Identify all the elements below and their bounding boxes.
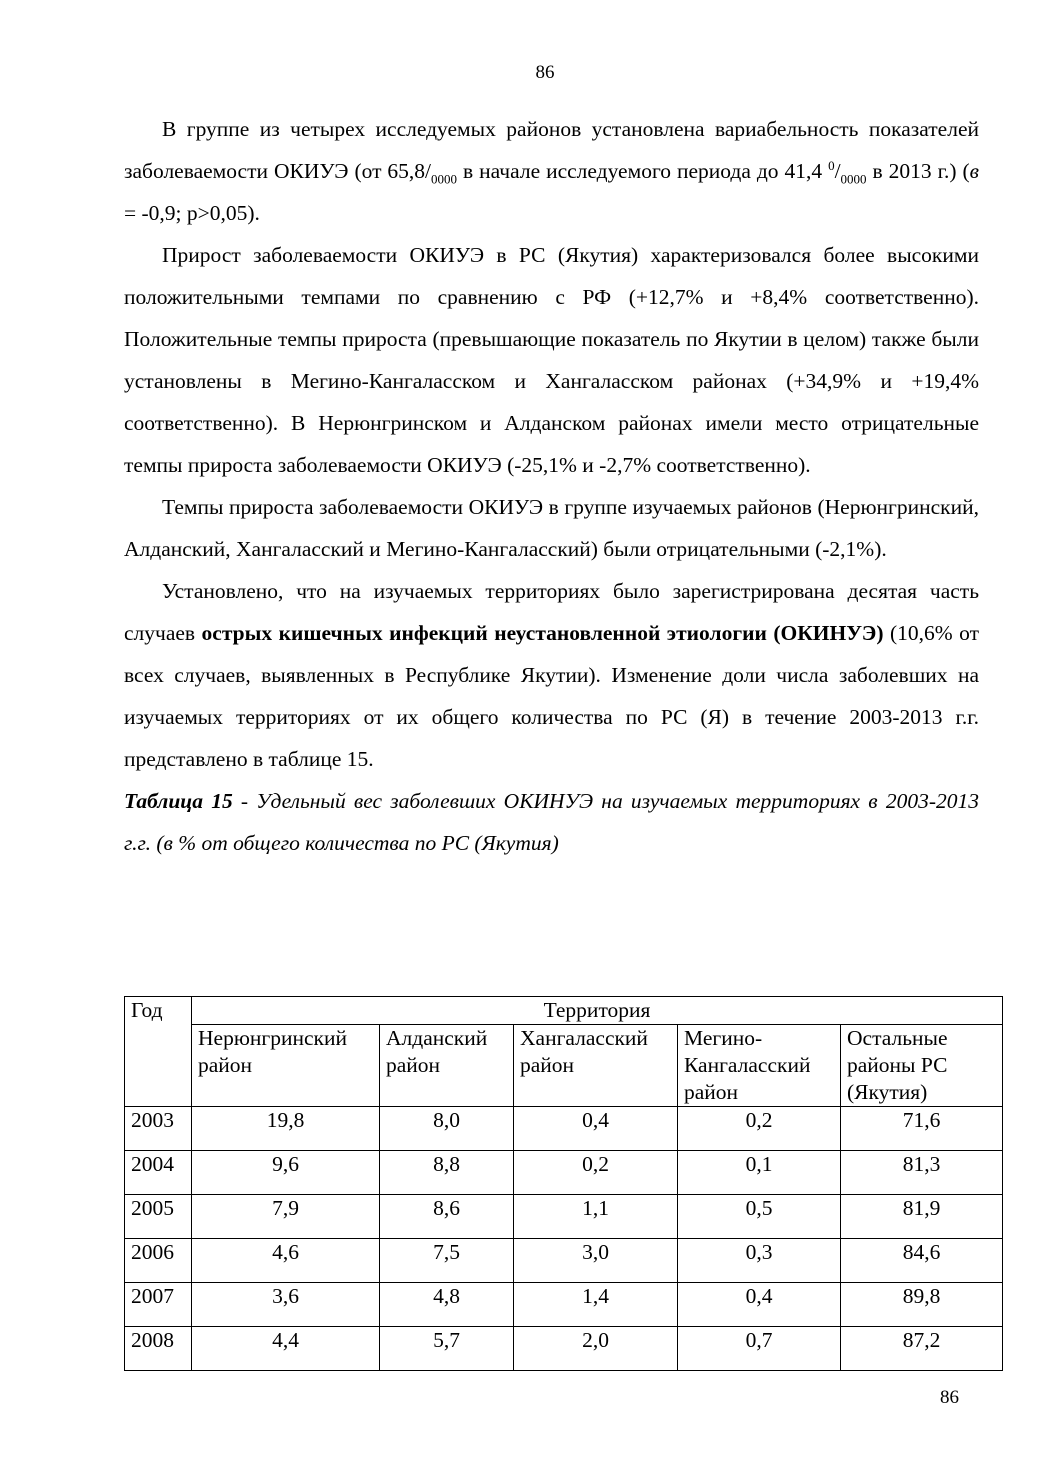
value-cell: 89,8: [841, 1283, 1003, 1327]
caption-label: Таблица 15: [124, 789, 233, 813]
value-cell: 4,6: [192, 1239, 380, 1283]
page-number-bottom: 86: [940, 1387, 959, 1408]
para4-text-a: Установлено, что на изучаемых территориях было зарегистрирована десятая часть случаев: [124, 579, 979, 645]
value-cell: 0,2: [678, 1107, 841, 1151]
value-cell: 2,0: [514, 1327, 678, 1371]
table-row: [125, 1151, 1003, 1195]
value-cell: 71,6: [841, 1107, 1003, 1151]
para1-text-a: В группе из четырех исследуемых районов установлена вариабельность показателей заболеваемости ОКИУЭ (от 65,8/: [124, 117, 979, 183]
value-cell: 81,9: [841, 1195, 1003, 1239]
value-cell: 0,7: [678, 1327, 841, 1371]
value-cell: 3,0: [514, 1239, 678, 1283]
value-cell: 81,3: [841, 1151, 1003, 1195]
value-cell: 0,1: [678, 1151, 841, 1195]
value-cell: 1,4: [514, 1283, 678, 1327]
value-cell: 5,7: [380, 1327, 514, 1371]
value-cell: 4,8: [380, 1283, 514, 1327]
para1-text-d: в 2013 г.) (: [866, 159, 970, 183]
para4-bold-term: острых кишечных инфекций неустановленной этиологии (ОКИНУЭ): [201, 621, 884, 645]
year-header: Год: [125, 997, 192, 1107]
table-row: [125, 1107, 1003, 1151]
value-cell: 1,1: [514, 1195, 678, 1239]
year-cell: 2007: [125, 1283, 192, 1327]
paragraph-4: [124, 570, 979, 780]
value-cell: 3,6: [192, 1283, 380, 1327]
value-cell: 0,3: [678, 1239, 841, 1283]
table-caption: [124, 780, 979, 864]
value-cell: 87,2: [841, 1327, 1003, 1371]
year-cell: 2003: [125, 1107, 192, 1151]
value-cell: 7,9: [192, 1195, 380, 1239]
page-number-top: 86: [535, 62, 555, 83]
value-cell: 4,4: [192, 1327, 380, 1371]
body-text: [124, 108, 979, 864]
para1-sub-a: 0000: [431, 171, 458, 187]
value-cell: 9,6: [192, 1151, 380, 1195]
value-cell: 7,5: [380, 1239, 514, 1283]
para4-text-b: (10,6% от всех случаев, выявленных в Республике Якутии). Изменение доли числа заболевших на изучаемых территориях от их общего количества по РС (Я) в течение 2003-2013 г.г. представлено в таблице 15.: [124, 621, 979, 771]
year-cell: 2004: [125, 1151, 192, 1195]
column-header: Остальные районы РС (Якутия): [841, 1025, 1003, 1107]
value-cell: 0,4: [678, 1283, 841, 1327]
value-cell: 8,6: [380, 1195, 514, 1239]
value-cell: 19,8: [192, 1107, 380, 1151]
value-cell: 0,5: [678, 1195, 841, 1239]
table-row: [125, 1283, 1003, 1327]
caption-text: - Удельный вес заболевших ОКИНУЭ на изучаемых территориях в 2003-2013 г.г. (в % от общего количества по РС (Якутия): [124, 789, 979, 855]
column-header: Мегино-Кангаласский район: [678, 1025, 841, 1107]
year-cell: 2005: [125, 1195, 192, 1239]
value-cell: 0,4: [514, 1107, 678, 1151]
para1-text-e: = -0,9; p>0,05).: [124, 201, 260, 225]
table-row: [125, 1327, 1003, 1371]
para1-text-b: в начале исследуемого периода до 41,4: [457, 159, 829, 183]
para1-sup: 0: [828, 157, 835, 173]
year-cell: 2006: [125, 1239, 192, 1283]
territory-header: Территория: [192, 997, 1003, 1025]
paragraph-3: Темпы прироста заболеваемости ОКИУЭ в группе изучаемых районов (Нерюнгринский, Алданский, Хангаласский и Мегино-Кангаласский) были отрицательными (-2,1%).: [124, 495, 979, 561]
data-table: [124, 996, 1003, 1371]
value-cell: 0,2: [514, 1151, 678, 1195]
column-header: Алданский район: [380, 1025, 514, 1107]
paragraph-2: Прирост заболеваемости ОКИУЭ в РС (Якутия) характеризовался более высокими положительными темпами по сравнению с РФ (+12,7% и +8,4% соответственно). Положительные темпы прироста (превышающие показатель по Якутии в целом) также были установлены в Мегино-Кангаласском и Хангаласском районах (+34,9% и +19,4% соответственно). В Нерюнгринском и Алданском районах имели место отрицательные темпы прироста заболеваемости ОКИУЭ (-25,1% и -2,7% соответственно).: [124, 243, 979, 477]
year-cell: 2008: [125, 1327, 192, 1371]
table-row: [125, 1195, 1003, 1239]
para1-sub-c: 0000: [840, 171, 867, 187]
value-cell: 8,8: [380, 1151, 514, 1195]
column-header: Нерюнгринский район: [192, 1025, 380, 1107]
value-cell: 84,6: [841, 1239, 1003, 1283]
value-cell: 8,0: [380, 1107, 514, 1151]
para1-italic: в: [969, 159, 979, 183]
table-row: [125, 1239, 1003, 1283]
paragraph-1: [124, 108, 979, 234]
column-header: Хангаласский район: [514, 1025, 678, 1107]
para1-slash: /: [834, 159, 841, 183]
